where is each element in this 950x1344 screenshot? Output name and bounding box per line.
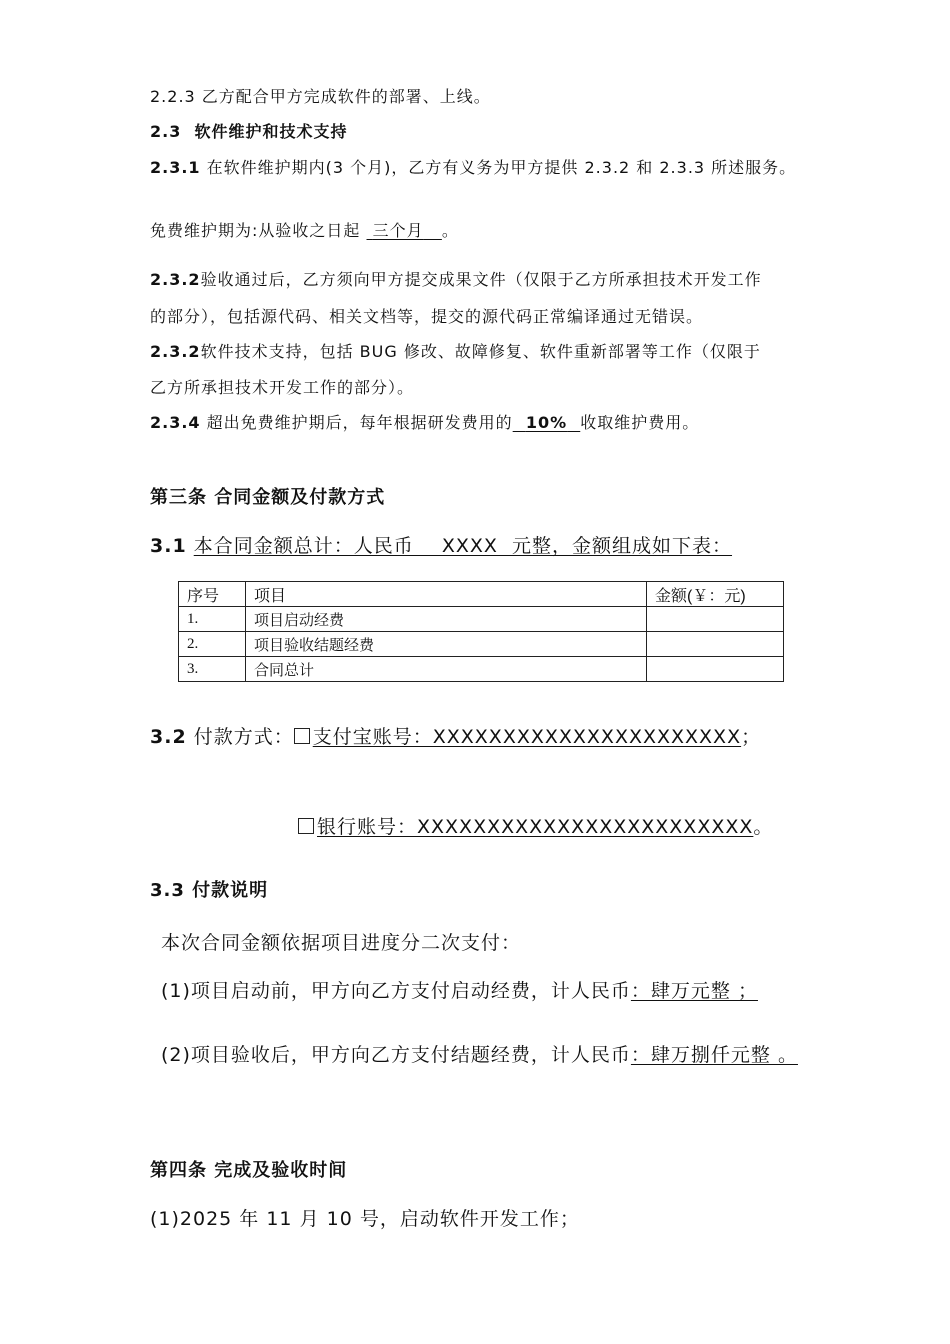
clause-2-3-2a-number: 2.3.2 bbox=[150, 270, 201, 289]
free-maintenance-prefix: 免费维护期为:从验收之日起 bbox=[150, 221, 361, 240]
bank-checkbox[interactable] bbox=[298, 818, 314, 834]
clause-2-3-4-value: 10% bbox=[525, 413, 568, 432]
table-cell-amount bbox=[647, 607, 784, 632]
table-row bbox=[179, 632, 784, 657]
alipay-end: ； bbox=[741, 726, 762, 748]
table-row bbox=[179, 657, 784, 682]
free-maintenance-value: 三个月 bbox=[372, 221, 424, 240]
clause-3-2 bbox=[150, 722, 761, 749]
alipay-checkbox[interactable] bbox=[294, 728, 310, 744]
clause-2-3-2b-line2: 乙方所承担技术开发工作的部分）。 bbox=[150, 378, 415, 397]
table-cell-index: 2. bbox=[179, 632, 246, 657]
clause-2-3-2a-line1 bbox=[150, 267, 762, 290]
heading-2-3-number: 2.3 bbox=[150, 122, 182, 141]
table-cell-item: 项目验收结题经费 bbox=[246, 632, 647, 657]
clause-3-2-number: 3.2 bbox=[150, 726, 187, 748]
table-row bbox=[179, 607, 784, 632]
bank-account: 银行账号：XXXXXXXXXXXXXXXXXXXXXXXX bbox=[317, 816, 754, 838]
clause-2-3-4 bbox=[150, 410, 699, 433]
heading-2-3 bbox=[150, 119, 348, 142]
clause-2-3-2b-number: 2.3.2 bbox=[150, 342, 201, 361]
payment-item-1-text: (1)项目启动前，甲方向乙方支付启动经费，计人民币 bbox=[161, 980, 631, 1002]
clause-2-3-1-text: 在软件维护期内(3 个月)，乙方有义务为甲方提供 2.3.2 和 2.3.3 所述服务。 bbox=[206, 158, 797, 177]
table-cell-item: 项目启动经费 bbox=[246, 607, 647, 632]
clause-2-3-4-prefix: 超出免费维护期后，每年根据研发费用的 bbox=[206, 413, 513, 432]
clause-2-3-2b-line1 bbox=[150, 339, 761, 362]
table-header-row bbox=[179, 582, 784, 607]
table-cell-index: 1. bbox=[179, 607, 246, 632]
payment-item-2 bbox=[161, 1040, 798, 1067]
clause-3-2-label: 付款方式： bbox=[193, 726, 294, 748]
clause-3-3-title: 3.3 付款说明 bbox=[150, 880, 269, 901]
bank-account-line bbox=[298, 812, 773, 839]
clause-2-2-3: 2.2.3 乙方配合甲方完成软件的部署、上线。 bbox=[150, 87, 491, 106]
clause-3-1-number: 3.1 bbox=[150, 535, 187, 557]
amount-table bbox=[178, 581, 784, 682]
clause-2-3-2a-line2: 的部分），包括源代码、相关文档等，提交的源代码正常编译通过无错误。 bbox=[150, 307, 704, 326]
bank-end: 。 bbox=[753, 816, 774, 838]
clause-2-3-2a-text1: 验收通过后，乙方须向甲方提交成果文件（仅限于乙方所承担技术开发工作 bbox=[200, 270, 762, 289]
table-cell-amount bbox=[647, 632, 784, 657]
clause-2-3-2b-text1: 软件技术支持，包括 BUG 修改、故障修复、软件重新部署等工作（仅限于 bbox=[200, 342, 761, 361]
free-maintenance-period bbox=[150, 218, 459, 241]
article-3-title: 第三条 合同金额及付款方式 bbox=[150, 487, 386, 508]
payment-intro: 本次合同金额依据项目进度分二次支付： bbox=[161, 932, 522, 954]
payment-item-2-amount: ：肆万捌仟元整 。 bbox=[630, 1044, 798, 1066]
clause-3-1 bbox=[150, 531, 732, 558]
clause-2-3-4-number: 2.3.4 bbox=[150, 413, 201, 432]
payment-item-1-amount: ：肆万元整 ； bbox=[630, 980, 758, 1002]
table-cell-index: 3. bbox=[179, 657, 246, 682]
table-cell-amount bbox=[647, 657, 784, 682]
clause-2-3-1-number: 2.3.1 bbox=[150, 158, 201, 177]
table-header-amount: 金额(￥：元) bbox=[647, 582, 784, 607]
clause-2-3-4-suffix: 收取维护费用。 bbox=[580, 413, 700, 432]
payment-item-1 bbox=[161, 976, 758, 1003]
article-4-title: 第四条 完成及验收时间 bbox=[150, 1160, 348, 1181]
heading-2-3-title: 软件维护和技术支持 bbox=[194, 122, 348, 141]
clause-2-3-1 bbox=[150, 155, 796, 178]
table-header-index: 序号 bbox=[179, 582, 246, 607]
table-cell-item: 合同总计 bbox=[246, 657, 647, 682]
clause-3-1-text: 本合同金额总计：人民币 XXXX 元整，金额组成如下表： bbox=[193, 535, 733, 557]
article-4-item-1: (1)2025 年 11 月 10 号，启动软件开发工作； bbox=[150, 1208, 580, 1230]
alipay-account: 支付宝账号：XXXXXXXXXXXXXXXXXXXXXX bbox=[312, 726, 742, 748]
table-header-item: 项目 bbox=[246, 582, 647, 607]
free-maintenance-suffix: 。 bbox=[441, 221, 459, 240]
payment-item-2-text: (2)项目验收后，甲方向乙方支付结题经费，计人民币 bbox=[161, 1044, 631, 1066]
